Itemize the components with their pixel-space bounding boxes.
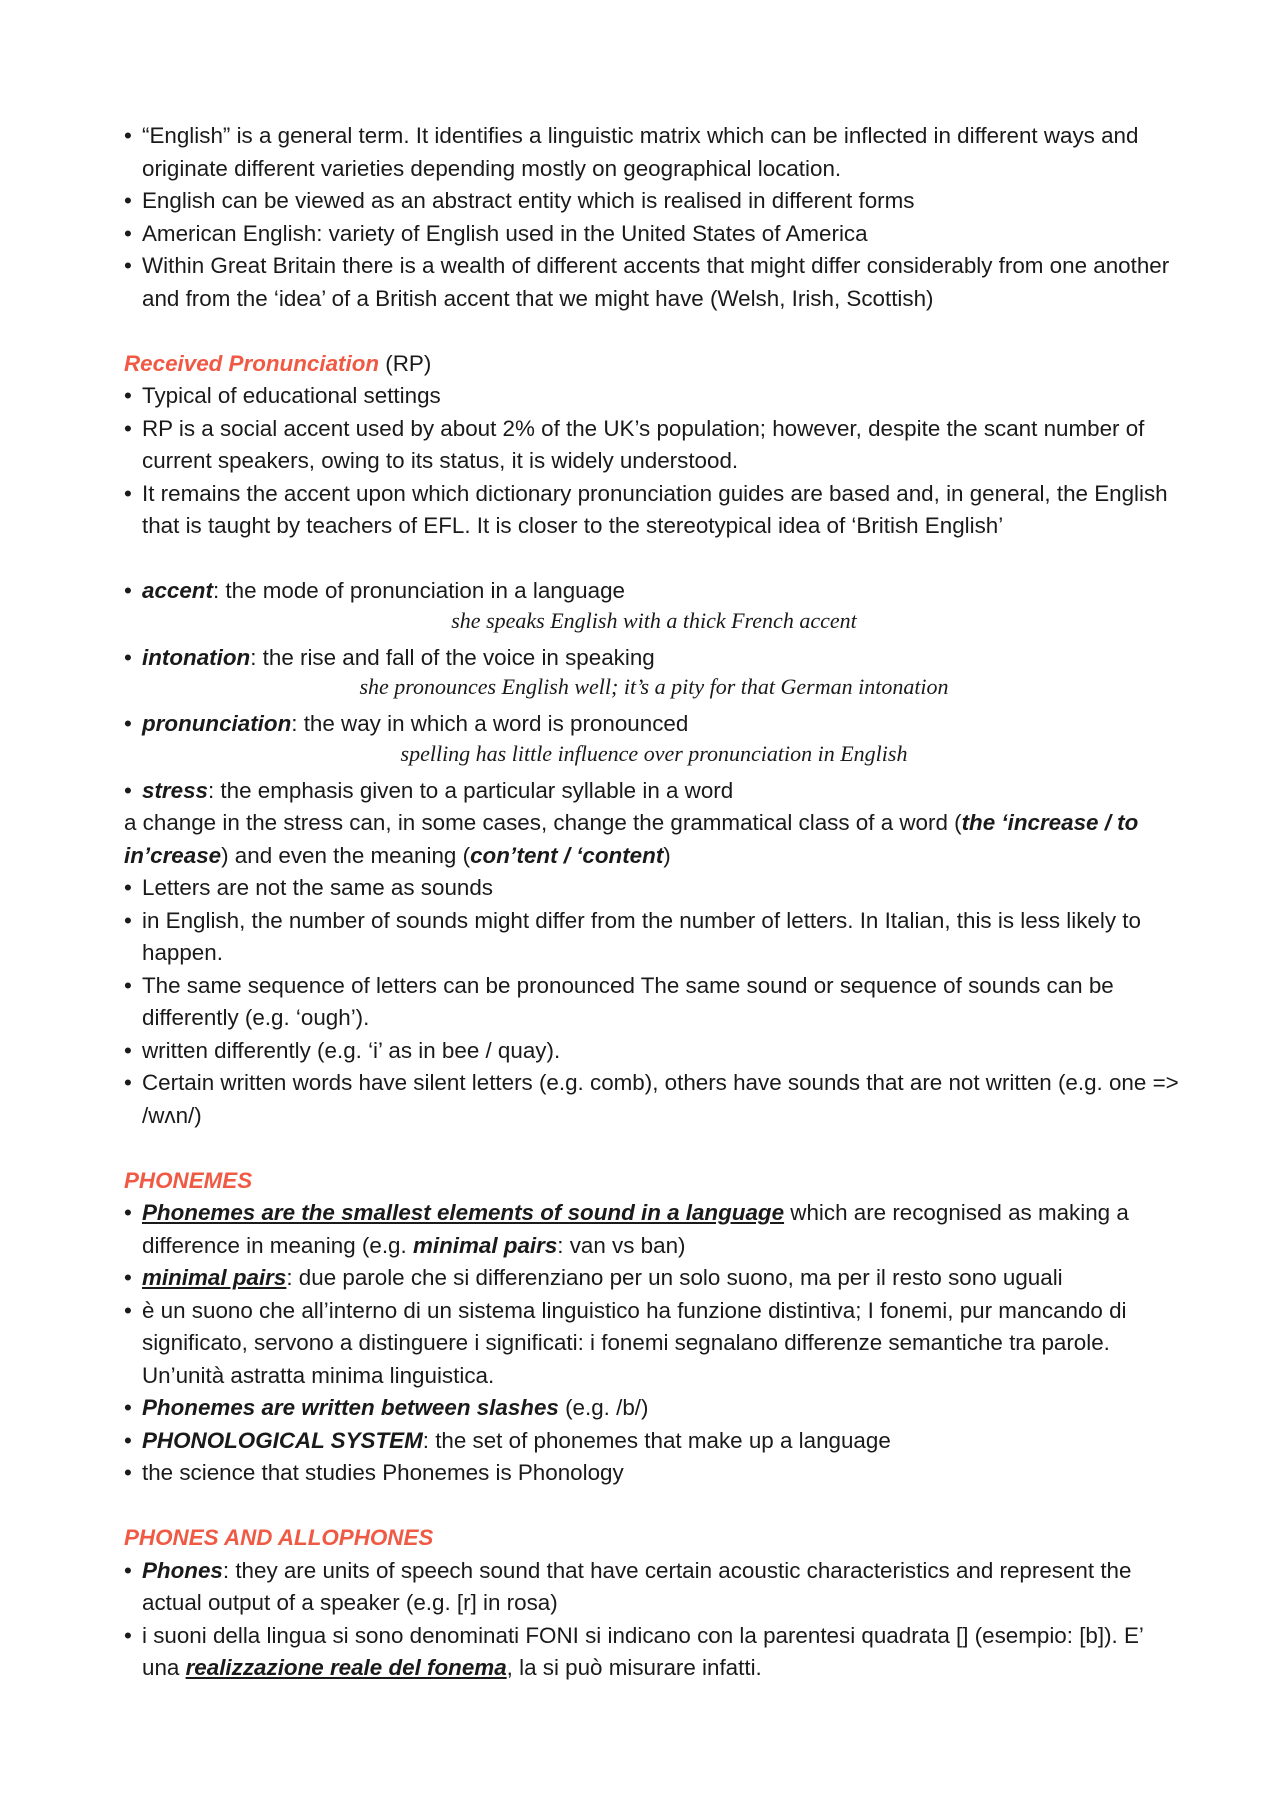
terms-list [124, 575, 1184, 608]
list-item [124, 1620, 1184, 1685]
list-item [124, 1392, 1184, 1425]
list-item: • English can be viewed as an abstract entity which is realised in different forms [124, 185, 1184, 218]
list-item: • It remains the accent upon which dictionary pronunciation guides are based and, in general, the English that is taught by teachers of EFL. It is closer to the stereotypical idea of ‘British English’ [124, 478, 1184, 543]
list-text: , la si può misurare infatti. [506, 1655, 762, 1680]
intro-list [124, 120, 1184, 315]
term-item-pronunciation [124, 708, 1184, 741]
term-label: Phones [142, 1557, 223, 1583]
list-item: • Typical of educational settings [124, 380, 1184, 413]
phoneme-definition: Phonemes are the smallest elements of sound in a language [142, 1200, 785, 1225]
rp-heading [124, 348, 1184, 381]
term-definition: : the rise and fall of the voice in speaking [250, 644, 655, 670]
terms-list [124, 642, 1184, 675]
term-label: realizzazione reale del fonema [185, 1655, 507, 1680]
term-label: intonation [142, 644, 251, 670]
list-text: : the set of phonemes that make up a language [422, 1427, 891, 1453]
list-item [124, 1197, 1184, 1262]
terms-list [124, 775, 1184, 808]
term-example: she pronounces English well; it’s a pity for that German intonation [359, 674, 949, 699]
stress-note [124, 807, 1184, 872]
term-label: minimal pairs [412, 1232, 558, 1258]
term-label: accent [142, 578, 213, 603]
term-item-intonation [124, 642, 1184, 675]
term-label: pronunciation [142, 711, 292, 736]
phones-list [124, 1555, 1184, 1685]
term-label: Phonemes are written between slashes [142, 1395, 559, 1420]
list-item [124, 1262, 1184, 1295]
stress-note-text: ) [663, 842, 671, 868]
term-label: stress [142, 777, 208, 803]
document-content [124, 120, 1184, 1685]
list-item: • Letters are not the same as sounds [124, 872, 1184, 905]
phonemes-heading: PHONEMES [124, 1167, 253, 1193]
phones-heading: PHONES AND ALLOPHONES [124, 1525, 434, 1550]
list-item: • “English” is a general term. It identifies a linguistic matrix which can be inflected in different ways and originate different varieties depending mostly on geographical location. [124, 120, 1184, 185]
list-item: • in English, the number of sounds might differ from the number of letters. In Italian, this is less likely to happen. [124, 905, 1184, 970]
term-example: spelling has little influence over pronunciation in English [400, 740, 908, 766]
term-label: PHONOLOGICAL SYSTEM [142, 1427, 423, 1453]
term-label: minimal pairs [142, 1265, 287, 1290]
rp-list [124, 380, 1184, 543]
term-item-stress [124, 775, 1184, 808]
term-definition: : the emphasis given to a particular syllable in a word [207, 777, 734, 803]
list-text: : they are units of speech sound that have certain acoustic characteristics and represent the actual output of a speaker (e.g. [r] in rosa) [142, 1557, 1132, 1615]
list-item: • the science that studies Phonemes is Phonology [124, 1457, 1184, 1490]
list-item: • Certain written words have silent letters (e.g. comb), others have sounds that are not written (e.g. one => /wʌn/) [124, 1067, 1184, 1132]
list-item [124, 1555, 1184, 1620]
list-item: • è un suono che all’interno di un sistema linguistico ha funzione distintiva; I fonemi, pur mancando di significato, servono a distinguere i significati: i fonemi segnalano differenze semantiche tra parole. Un’unità astratta minima linguistica. [124, 1295, 1184, 1393]
list-text: (e.g. /b/) [558, 1395, 649, 1420]
term-item-accent [124, 575, 1184, 608]
list-item: • Within Great Britain there is a wealth of different accents that might differ considerably from one another and from the ‘idea’ of a British accent that we might have (Welsh, Irish, Scottish) [124, 250, 1184, 315]
letters-list [124, 872, 1184, 1132]
list-item: • American English: variety of English used in the United States of America [124, 218, 1184, 251]
list-text: : van vs ban) [557, 1232, 686, 1258]
list-item [124, 1425, 1184, 1458]
stress-note-example: con’tent / ‘content [470, 842, 664, 868]
list-text: : due parole che si differenziano per un solo suono, ma per il resto sono uguali [286, 1265, 1063, 1290]
list-text: which are recognised as making a difference in meaning (e.g. [142, 1200, 1129, 1258]
list-item: • written differently (e.g. ‘i’ as in bee / quay). [124, 1035, 1184, 1068]
term-definition: : the way in which a word is pronounced [291, 711, 689, 736]
stress-note-example: the ‘increase / to in’crease [124, 810, 1139, 868]
rp-heading-title: Received Pronunciation [124, 350, 380, 376]
rp-heading-suffix: (RP) [379, 350, 432, 376]
list-text: i suoni della lingua si sono denominati FONI si indicano con la parentesi quadrata [] (esempio: [b]). E’ una [142, 1622, 1144, 1680]
phonemes-list [124, 1197, 1184, 1490]
stress-note-text: a change in the stress can, in some cases, change the grammatical class of a word ( [124, 810, 962, 835]
terms-list [124, 708, 1184, 741]
list-item: • The same sequence of letters can be pronounced The same sound or sequence of sounds can be differently (e.g. ‘ough’). [124, 970, 1184, 1035]
term-definition: : the mode of pronunciation in a language [212, 578, 625, 603]
list-item: • RP is a social accent used by about 2% of the UK’s population; however, despite the scant number of current speakers, owing to its status, it is widely understood. [124, 413, 1184, 478]
stress-note-text: ) and even the meaning ( [221, 842, 471, 868]
term-example: she speaks English with a thick French accent [451, 607, 857, 633]
